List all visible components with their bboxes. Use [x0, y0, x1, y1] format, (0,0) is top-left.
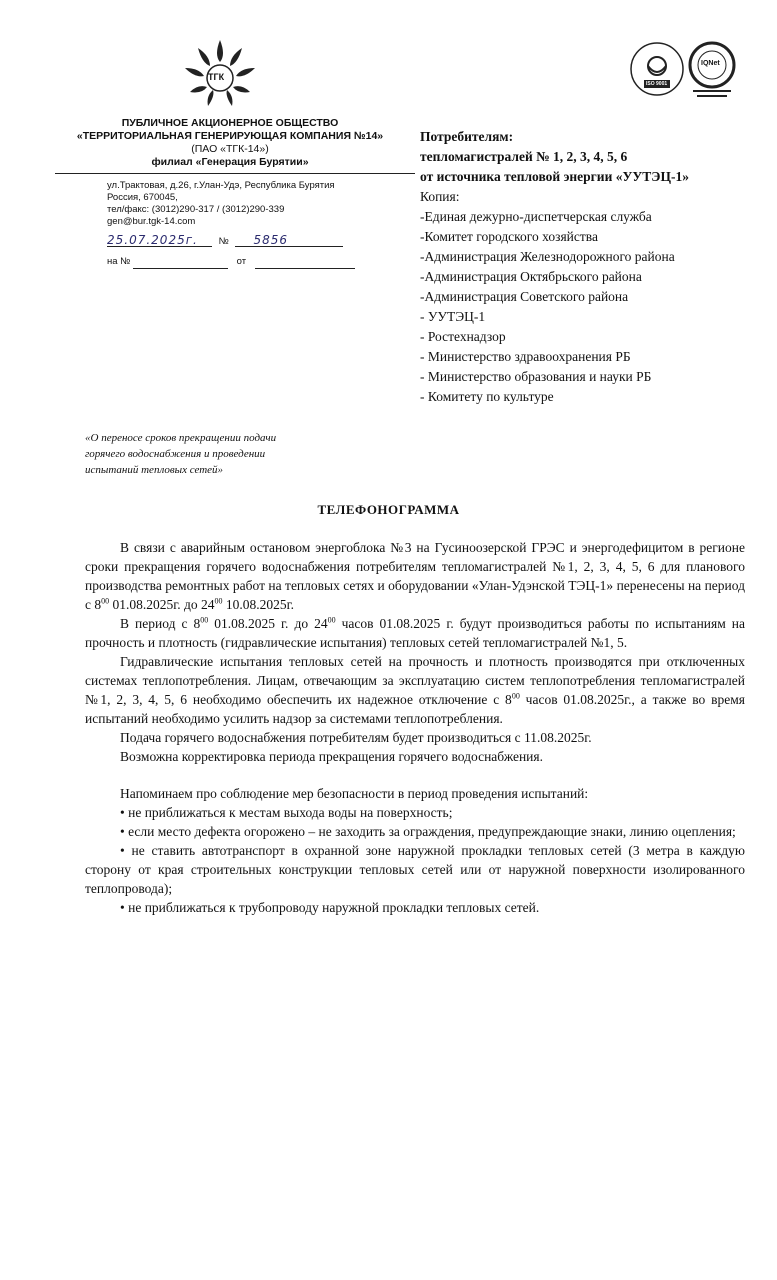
- copy-item: -Администрация Железнодорожного района: [420, 249, 675, 264]
- paragraph-4: Подача горячего водоснабжения потребителям будет производиться с 11.08.2025г.: [120, 730, 592, 745]
- safety-bullet: • если место дефекта огорожено – не заходить за ограждения, предупреждающие знаки, линию оцепления;: [120, 824, 736, 839]
- safety-intro: Напоминаем про соблюдение мер безопасности в период проведения испытаний:: [120, 786, 589, 801]
- header-divider: [55, 173, 415, 174]
- paragraph-5: Возможна корректировка периода прекращения горячего водоснабжения.: [120, 749, 543, 764]
- ref-from-label: от: [236, 256, 247, 267]
- ref-no-label: на №: [107, 256, 131, 267]
- subject-line-1: «О переносе сроков прекращении подачи: [85, 432, 277, 444]
- company-line-3: (ПАО «ТГК-14»): [191, 143, 269, 155]
- subject-line-2: горячего водоснабжения и проведении: [85, 448, 266, 460]
- date-number-line: [107, 234, 355, 248]
- copy-item: - Министерство образования и науки РБ: [420, 369, 652, 384]
- copy-item: - Комитету по культуре: [420, 389, 554, 404]
- recipients-line-3: от источника тепловой энергии «УУТЭЦ-1»: [420, 169, 689, 184]
- iso-certification-badge: [628, 40, 686, 98]
- company-line-2: «ТЕРРИТОРИАЛЬНАЯ ГЕНЕРИРУЮЩАЯ КОМПАНИЯ №14»: [76, 130, 384, 142]
- company-line-4: филиал «Генерация Бурятии»: [151, 156, 309, 168]
- company-logo: [170, 30, 270, 120]
- address-line-2: Россия, 670045,: [107, 192, 178, 203]
- subject-line-3: испытаний тепловых сетей»: [85, 464, 224, 476]
- iqnet-badge-text: IQNet: [701, 60, 720, 67]
- copy-item: -Администрация Советского района: [420, 289, 629, 304]
- address-line-1: ул.Трактовая, д.26, г.Улан-Удэ, Республика Бурятия: [107, 180, 335, 191]
- paragraph-2: В период с $8^{00}$ 01.08.2025 г. до $24^{00}$ часов 01.08.2025 г. будут производиться работы по испытаниям на прочность и плотность (гидравлические испытания) тепловых сетей тепломагистралей №1, 5.: [85, 615, 746, 650]
- address-line-3: тел/факс: (3012)290-317 / (3012)290-339: [107, 204, 285, 215]
- safety-bullet: • не ставить автотранспорт в охранной зоне наружной прокладки тепловых сетей (3 метра в каждую сторону от края строительных конструкции тепловых сетей или от наружной поверхности изолированного теплопровода);: [85, 843, 745, 896]
- safety-bullet: • не приближаться к трубопроводу наружной прокладки тепловых сетей.: [120, 900, 540, 915]
- document-body: [85, 538, 745, 917]
- document-title: ТЕЛЕФОНОГРАММА: [317, 502, 460, 517]
- copy-item: - Ростехнадзор: [420, 329, 506, 344]
- safety-bullet: • не приближаться к местам выхода воды на поверхность;: [120, 805, 453, 820]
- number-label: №: [218, 236, 229, 247]
- logo-text: ТГК: [208, 72, 225, 82]
- iso-badge-text: ISO 9001: [646, 81, 668, 87]
- copy-item: -Комитет городского хозяйства: [420, 229, 598, 244]
- copy-item: -Администрация Октябрьского района: [420, 269, 642, 284]
- number-handwritten: 5856: [235, 234, 343, 247]
- reference-line: [107, 256, 355, 269]
- subject-block: [85, 430, 276, 478]
- email-line: gen@bur.tgk-14.com: [107, 216, 196, 227]
- address-block: [107, 180, 355, 269]
- paragraph-1: В связи с аварийным остановом энергоблока №3 на Гусиноозерской ГРЭС и энергодефицитом в регионе сроки прекращения горячего водоснабжения потребителям тепломагистралей №1, 2, 3, 4, 5, 6 для планового производства ремонтных работ на тепловых сетях и оборудовании «Улан-Удэнской ТЭЦ-1» перенесены на период с $8^{00}$ 01.08.2025г. до $24^{00}$ 10.08.2025г.: [85, 540, 745, 612]
- copy-item: -Единая дежурно-диспетчерская служба: [420, 209, 652, 224]
- copy-item: - УУТЭЦ-1: [420, 309, 486, 324]
- paragraph-3: Гидравлические испытания тепловых сетей на прочность и плотность производятся при отключенных системах теплопотребления. Лицам, отвечающим за эксплуатацию систем теплопотребления тепломагистралей №1, 2, 3, 4, 5, 6 необходимо обеспечить их надежное отключение с $8^{00}$ часов 01.08.2025г., а также во время испытаний необходимо усилить надзор за системами теплопотребления.: [85, 654, 745, 726]
- company-name-block: [50, 117, 410, 169]
- recipients-line-2: тепломагистралей № 1, 2, 3, 4, 5, 6: [420, 149, 628, 164]
- iqnet-certification-badge: [687, 40, 737, 102]
- copy-item: - Министерство здравоохранения РБ: [420, 349, 631, 364]
- copy-label: Копия:: [420, 189, 460, 204]
- company-line-1: ПУБЛИЧНОЕ АКЦИОНЕРНОЕ ОБЩЕСТВО: [121, 117, 339, 129]
- recipients-block: [420, 127, 689, 407]
- recipients-heading: Потребителям:: [420, 129, 514, 144]
- date-handwritten: 25.07.2025г.: [107, 234, 212, 247]
